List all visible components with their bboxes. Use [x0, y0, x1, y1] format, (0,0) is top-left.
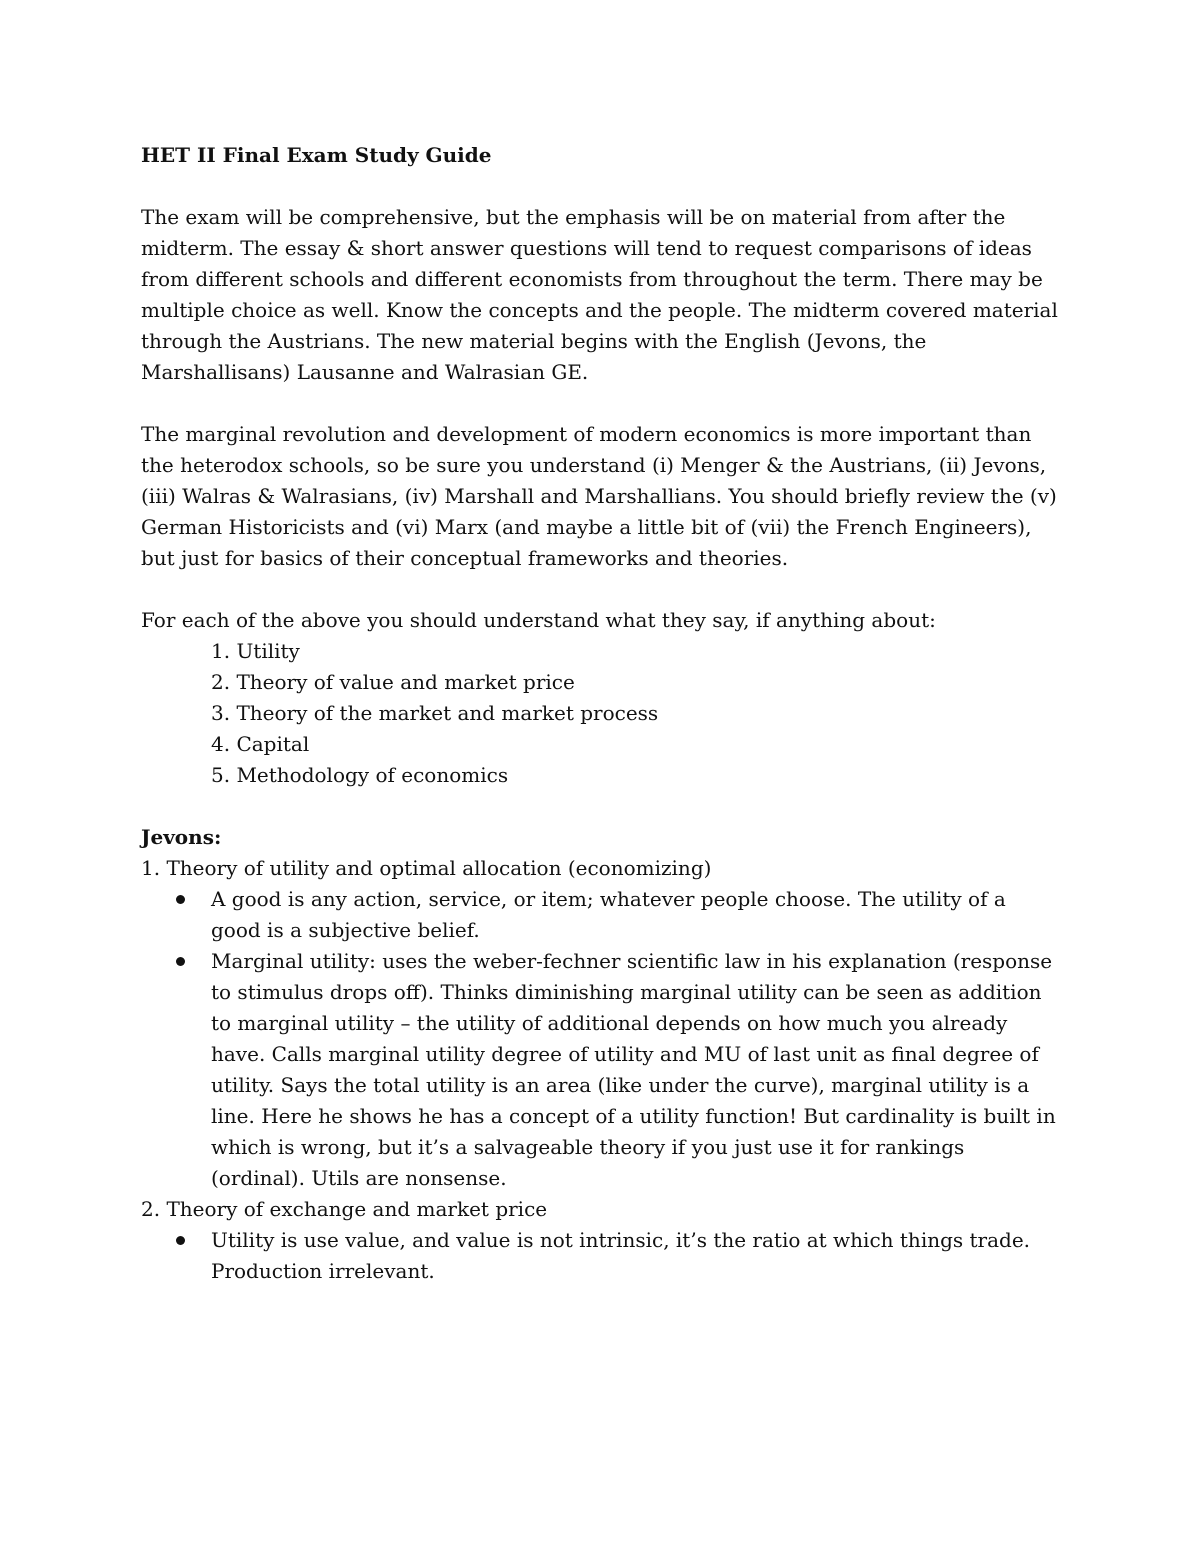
topic-item: 2. Theory of value and market price: [211, 670, 575, 694]
bullet-icon: [176, 957, 185, 966]
jevons-bullet-list: [141, 1225, 1061, 1287]
bullet-item: [211, 884, 1061, 946]
document-title: HET II Final Exam Study Guide: [141, 143, 492, 167]
topic-item: 1. Utility: [211, 639, 300, 663]
bullet-text: A good is any action, service, or item; whatever people choose. The utility of a good is a subjective belief.: [211, 887, 1006, 942]
bullet-item: [211, 946, 1061, 1194]
jevons-section-title: 1. Theory of utility and optimal allocation (economizing): [141, 856, 712, 880]
bullet-icon: [176, 1236, 185, 1245]
topic-item: 4. Capital: [211, 732, 310, 756]
topics-intro: For each of the above you should understand what they say, if anything about:: [141, 608, 936, 632]
topic-item: 5. Methodology of economics: [211, 763, 509, 787]
topics-list: [141, 636, 1061, 791]
priority-paragraph: The marginal revolution and development of modern economics is more important than the heterodox schools, so be sure you understand (i) Menger & the Austrians, (ii) Jevons, (iii) Walras & Walrasians, (iv) Marshall and Marshallians. You should briefly review the (v) German Historicists and (vi) Marx (and maybe a little bit of (vii) the French Engineers), but just for basics of their conceptual frameworks and theories.: [141, 422, 1057, 570]
bullet-icon: [176, 895, 185, 904]
jevons-section-title: 2. Theory of exchange and market price: [141, 1197, 548, 1221]
topic-item: 3. Theory of the market and market process: [211, 701, 659, 725]
intro-paragraph: The exam will be comprehensive, but the emphasis will be on material from after the midterm. The essay & short answer questions will tend to request comparisons of ideas from different schools and different economists from throughout the term. There may be multiple choice as well. Know the concepts and the people. The midterm covered material through the Austrians. The new material begins with the English (Jevons, the Marshallisans) Lausanne and Walrasian GE.: [141, 205, 1058, 384]
bullet-text: Marginal utility: uses the weber-fechner scientific law in his explanation (response to stimulus drops off). Thinks diminishing marginal utility can be seen as addition to marginal utility – the utility of additional depends on how much you already have. Calls marginal utility degree of utility and MU of last unit as final degree of utility. Says the total utility is an area (like under the curve), marginal utility is a line. Here he shows he has a concept of a utility function! But cardinality is built in which is wrong, but it’s a salvageable theory if you just use it for rankings (ordinal). Utils are nonsense.: [211, 949, 1056, 1190]
bullet-text: Utility is use value, and value is not intrinsic, it’s the ratio at which things trade. Production irrelevant.: [211, 1228, 1031, 1283]
jevons-bullet-list: [141, 884, 1061, 1194]
jevons-heading: Jevons:: [141, 825, 222, 849]
document-page: [141, 140, 1061, 1287]
bullet-item: [211, 1225, 1061, 1287]
